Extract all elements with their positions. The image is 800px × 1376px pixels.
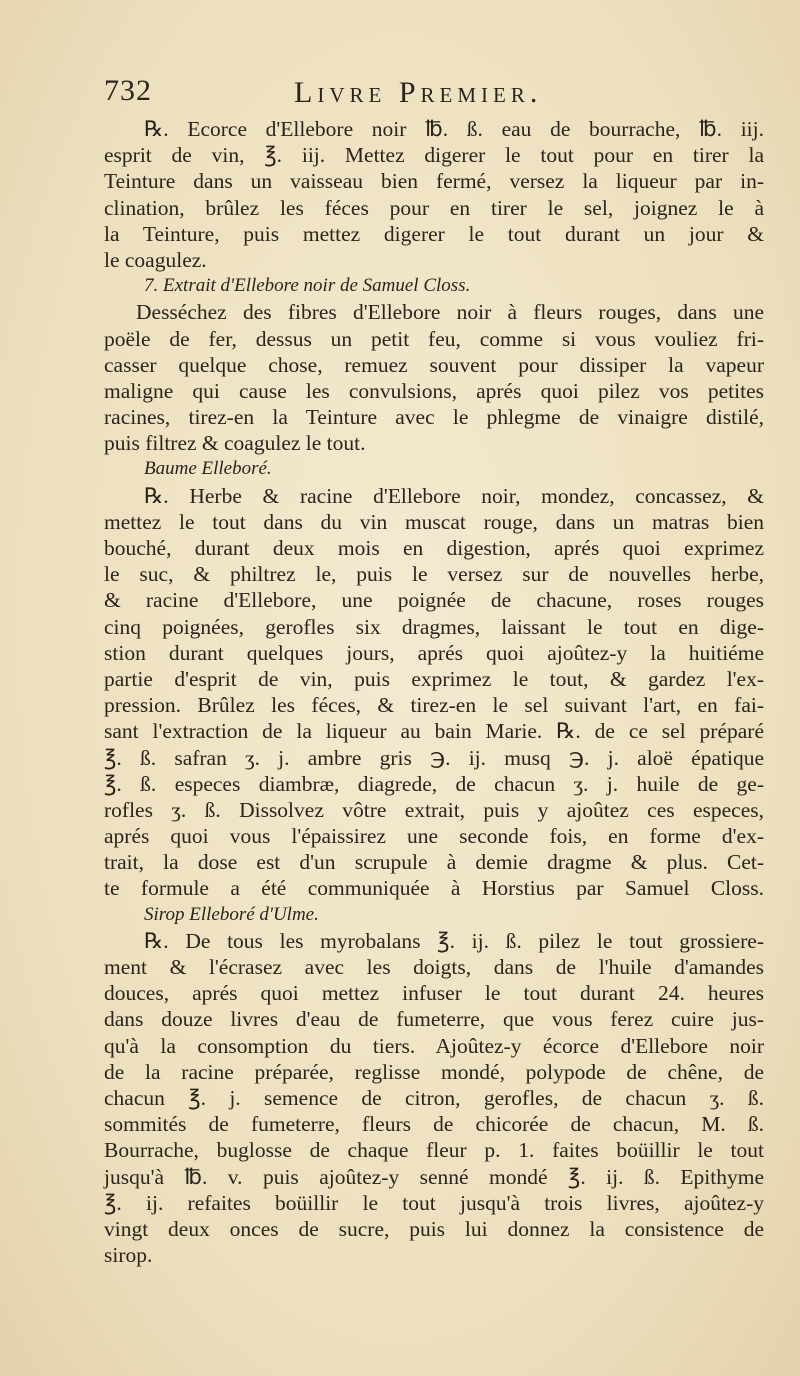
text-line: pression. Brûlez les féces, & tirez-en le sel suivant l'art, en fai-: [104, 693, 764, 718]
text-line: sirop.: [104, 1243, 153, 1268]
text-line: ment & l'écrasez avec les doigts, dans de l'huile d'amandes: [104, 955, 764, 979]
text-line: poële de fer, dessus un petit feu, comme si vous vouliez fri-: [104, 326, 764, 351]
text-line: dans douze livres d'eau de fumeterre, que vous ferez cuire jus-: [104, 1007, 764, 1032]
text-line: maligne qui cause les convulsions, aprés quoi pilez vos petites: [104, 378, 764, 403]
text-line: ℞. De tous les myrobalans ℥. ij. ß. pilez le tout grossiere-: [144, 928, 764, 953]
text-line: rofles ʒ. ß. Dissolvez vôtre extrait, puis y ajoûtez ces especes,: [104, 797, 764, 822]
text-line: Bourrache, buglosse de chaque fleur p. 1. faites boüillir le tout: [104, 1138, 764, 1163]
page-header: [104, 70, 764, 116]
text-line: le coagulez.: [104, 247, 207, 272]
text-line: te formule a été communiquée à Horstius par Samuel Closs.: [104, 876, 764, 901]
text-line: ℥. ß. especes diambræ, diagrede, de chacun ʒ. j. huile de ge-: [104, 771, 764, 796]
text-line: sant l'extraction de la liqueur au bain Marie. ℞. de ce sel préparé: [104, 719, 764, 744]
text-line: & racine d'Ellebore, une poignée de chacune, roses rouges: [104, 588, 764, 613]
text-line: aprés quoi vous l'épaissirez une seconde fois, en forme d'ex-: [104, 824, 764, 849]
text-line: puis filtrez & coagulez le tout.: [104, 431, 366, 456]
text-line: partie d'esprit de vin, puis exprimez le tout, & gardez l'ex-: [104, 666, 764, 691]
text-line: clination, brûlez les féces pour en tirer le sel, joignez le à: [104, 195, 764, 220]
text-line: ℥. ij. refaites boüillir le tout jusqu'à trois livres, ajoûtez-y: [104, 1190, 764, 1215]
text-line: ℥. ß. safran ʒ. j. ambre gris ℈. ij. musq ℈. j. aloë épatique: [104, 745, 764, 770]
text-line: racines, tirez-en la Teinture avec le phlegme de vinaigre distilé,: [104, 405, 764, 430]
text-line: douces, aprés quoi mettez infuser le tout durant 24. heures: [104, 981, 764, 1006]
text-line: ℞. Herbe & racine d'Ellebore noir, mondez, concassez, &: [144, 483, 764, 508]
text-line: esprit de vin, ℥. iij. Mettez digerer le tout pour en tirer la: [104, 143, 764, 168]
text-line: qu'à la consomption du tiers. Ajoûtez-y écorce d'Ellebore noir: [104, 1033, 764, 1058]
text-line: mettez le tout dans du vin muscat rouge, dans un matras bien: [104, 509, 764, 534]
section-heading: Sirop Elleboré d'Ulme.: [144, 903, 319, 925]
text-line: bouché, durant deux mois en digestion, aprés quoi exprimez: [104, 536, 764, 560]
section-heading: Baume Elleboré.: [144, 458, 272, 480]
text-line: Desséchez des fibres d'Ellebore noir à fleurs rouges, dans une: [136, 300, 764, 325]
text-line: trait, la dose est d'un scrupule à demie dragme & plus. Cet-: [104, 850, 764, 875]
text-line: casser quelque chose, remuez souvent pour dissiper la vapeur: [104, 352, 764, 377]
running-head: Livre Premier.: [294, 76, 543, 109]
book-page: [104, 70, 764, 1268]
text-line: jusqu'à ℔. v. puis ajoûtez-y senné mondé ℥. ij. ß. Epithyme: [104, 1164, 764, 1189]
text-line: sommités de fumeterre, fleurs de chicorée de chacun, M. ß.: [104, 1112, 764, 1137]
text-line: le suc, & philtrez le, puis le versez sur de nouvelles herbe,: [104, 562, 764, 587]
text-line: cinq poignées, gerofles six dragmes, laissant le tout en dige-: [104, 614, 764, 639]
section-heading: 7. Extrait d'Ellebore noir de Samuel Closs.: [144, 275, 471, 297]
text-line: ℞. Ecorce d'Ellebore noir ℔. ß. eau de bourrache, ℔. iij.: [144, 117, 764, 141]
text-line: chacun ℥. j. semence de citron, gerofles, de chacun ʒ. ß.: [104, 1085, 764, 1110]
body-text: [104, 116, 764, 1268]
text-line: de la racine préparée, reglisse mondé, polypode de chêne, de: [104, 1059, 764, 1084]
text-line: vingt deux onces de sucre, puis lui donnez la consistence de: [104, 1216, 764, 1241]
text-line: stion durant quelques jours, aprés quoi ajoûtez-y la huitiéme: [104, 640, 764, 665]
page-number: 732: [104, 74, 152, 107]
text-line: la Teinture, puis mettez digerer le tout durant un jour &: [104, 221, 764, 246]
text-line: Teinture dans un vaisseau bien fermé, versez la liqueur par in-: [104, 169, 764, 194]
